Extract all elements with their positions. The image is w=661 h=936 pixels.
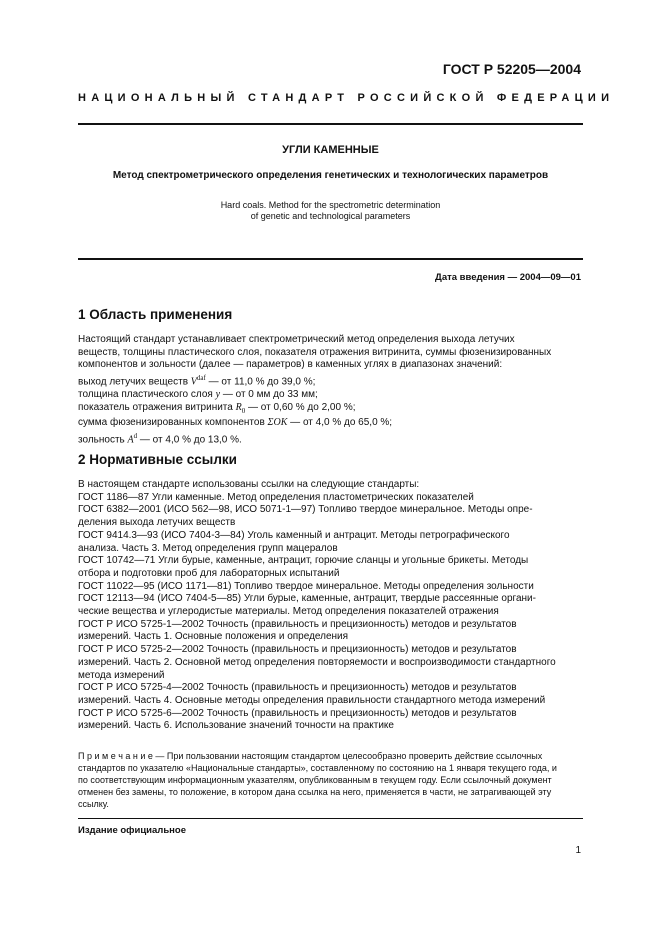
range-value: — от 0 мм до 33 мм; (222, 389, 318, 401)
section-1-line: Настоящий стандарт устанавливает спектрометрический метод определения выхода летучих (78, 334, 515, 345)
reference-line: метода измерений (78, 669, 165, 681)
standard-number: ГОСТ Р 52205—2004 (442, 61, 581, 77)
range-superscript: daf (196, 374, 206, 382)
note-line: по соответствующим информационным указателям, опубликованным в текущем году. Если ссылочный документ (78, 775, 552, 785)
reference-line: ГОСТ 9414.3—93 (ИСО 7404-3—84) Уголь каменный и антрацит. Методы петрографического (78, 529, 510, 541)
reference-note (78, 750, 583, 810)
reference-line: ГОСТ Р ИСО 5725-1—2002 Точность (правильность и прецизионность) методов и результатов (78, 618, 517, 630)
document-subtitle: Метод спектрометрического определения генетических и технологических параметров (112, 170, 549, 181)
title-rule (78, 258, 583, 260)
reference-line: отбора и подготовки проб для лабораторных испытаний (78, 567, 340, 579)
range-symbol: V (190, 376, 197, 388)
english-title-line: Hard coals. Method for the spectrometric determination (220, 200, 441, 210)
reference-line: ГОСТ 11022—95 (ИСО 1171—81) Топливо твердое минеральное. Методы определения зольности (78, 580, 534, 592)
range-value: — от 0,60 % до 2,00 %; (248, 401, 356, 413)
reference-line: измерений. Часть 4. Основные методы определения правильности стандартного метода измерений (78, 694, 546, 706)
reference-line: ГОСТ 6382—2001 (ИСО 562—98, ИСО 5071-1—97) Топливо твердое минеральное. Методы опре- (78, 504, 533, 516)
range-label: сумма фюзенизированных компонентов (78, 417, 265, 429)
footer-rule (78, 818, 583, 819)
document-title: УГЛИ КАМЕННЫЕ (282, 144, 379, 156)
section-1-line: веществ, толщины пластического слоя, показателя отражения витринита, суммы фюзенизированных (78, 346, 552, 358)
reference-line: ГОСТ Р ИСО 5725-6—2002 Точность (правильность и прецизионность) методов и результатов (78, 707, 517, 719)
range-plastic (78, 389, 583, 402)
section-1-line: компонентов и зольности (далее — параметров) в каменных углях в диапазонах значений: (78, 359, 503, 371)
reference-line: В настоящем стандарте использованы ссылки на следующие стандарты: (78, 479, 420, 490)
range-symbol: R (235, 401, 242, 413)
range-subscript: 0 (241, 406, 246, 415)
page-number: 1 (575, 845, 581, 856)
range-symbol: A (127, 434, 134, 446)
range-label: толщина пластического слоя (78, 389, 213, 401)
section-1-ranges (78, 372, 583, 447)
note-line: стандартов по указателю «Национальные стандарты», составленному по состоянию на 1 января текущего года, и (78, 763, 557, 773)
range-vitrinite (78, 402, 583, 418)
range-value: — от 11,0 % до 39,0 %; (208, 376, 316, 388)
reference-line: измерений. Часть 1. Основные положения и определения (78, 631, 349, 643)
english-title (78, 200, 583, 222)
national-standard-banner: НАЦИОНАЛЬНЫЙ СТАНДАРТ РОССИЙСКОЙ ФЕДЕРАЦИИ (78, 92, 615, 104)
note-line: ссылку. (78, 799, 109, 809)
reference-line: ГОСТ Р ИСО 5725-2—2002 Точность (правильность и прецизионность) методов и результатов (78, 644, 517, 656)
header-rule (78, 123, 583, 125)
range-symbol: y (215, 389, 221, 401)
range-ash (78, 430, 583, 447)
range-fusinite (78, 417, 583, 430)
section-2-heading: 2 Нормативные ссылки (78, 452, 237, 467)
note-line: отменен без замены, то положение, в котором дана ссылка на него, применяется в части, не затрагивающей эту (78, 787, 552, 797)
reference-line: ческие вещества и углеродистые материалы. Метод определения показателей отражения (78, 606, 499, 618)
reference-line: деления выхода летучих веществ (78, 517, 236, 529)
reference-line: измерений. Часть 6. Использование значений точности на практике (78, 720, 394, 732)
english-title-line: of genetic and technological parameters (250, 211, 411, 221)
reference-line: ГОСТ Р ИСО 5725-4—2002 Точность (правильность и прецизионность) методов и результатов (78, 682, 517, 694)
range-value: — от 4,0 % до 65,0 %; (290, 417, 393, 429)
reference-line: ГОСТ 10742—71 Угли бурые, каменные, антрацит, горючие сланцы и угольные брикеты. Методы (78, 555, 529, 567)
section-2-body (78, 479, 583, 733)
range-label: выход летучих веществ (78, 376, 189, 388)
section-1-heading: 1 Область применения (78, 307, 233, 322)
range-volatile (78, 372, 583, 389)
section-1-body (78, 334, 583, 372)
range-label: показатель отражения витринита (78, 401, 233, 413)
reference-line: измерений. Часть 2. Основной метод определения повторяемости и воспроизводимости стандартного (78, 656, 556, 668)
note-line: П р и м е ч а н и е — При пользовании настоящим стандартом целесообразно проверить действие ссылочных (78, 751, 543, 761)
intro-date: Дата введения — 2004—09—01 (435, 272, 581, 283)
reference-line: анализа. Часть 3. Метод определения групп мацералов (78, 542, 338, 554)
range-superscript: d (133, 432, 138, 441)
range-symbol: ΣOK (267, 417, 288, 429)
official-edition-label: Издание официальное (78, 825, 186, 836)
reference-line: ГОСТ 1186—87 Угли каменные. Метод определения пластометрических показателей (78, 491, 474, 503)
range-value: — от 4,0 % до 13,0 %. (139, 434, 242, 446)
reference-line: ГОСТ 12113—94 (ИСО 7404-5—85) Угли бурые, каменные, антрацит, твердые рассеянные органи- (78, 593, 536, 605)
range-label: зольность (78, 434, 125, 446)
